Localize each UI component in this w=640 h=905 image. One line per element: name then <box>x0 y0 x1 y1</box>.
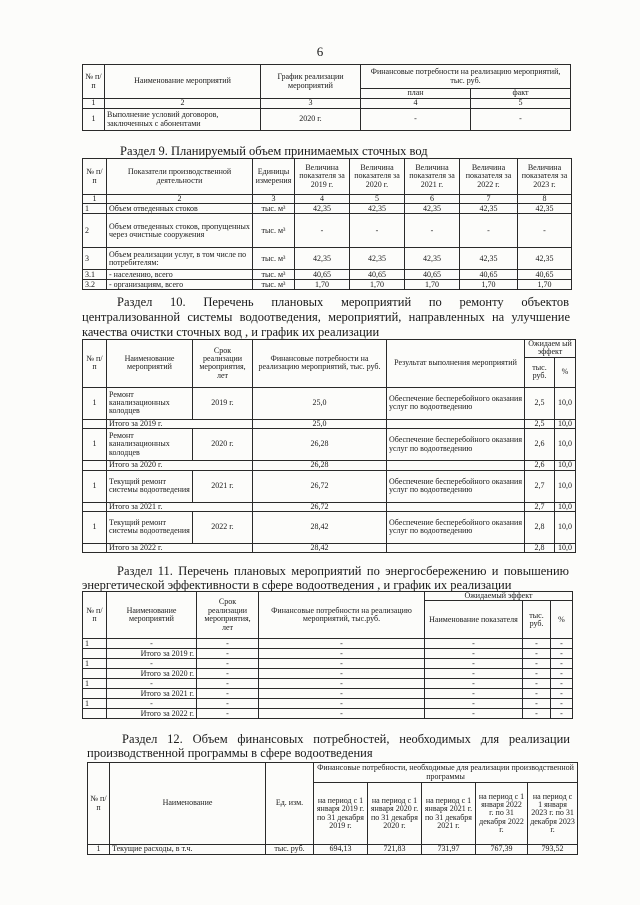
header-name: Наименование мероприятий <box>107 592 197 639</box>
header-term: Срок реализации мероприятия, лет <box>193 340 253 388</box>
header-year-2023: Величина показателя за 2023 г. <box>518 159 572 195</box>
table-section-11 <box>82 591 573 719</box>
table-row: 1 Объем отведенных стоков тыс. м³ 42,35 42,35 42,35 42,35 42,35 <box>83 204 572 214</box>
total-row: Итого за 2022 г. 28,42 2,8 10,0 <box>83 543 576 552</box>
section-10-title-line2: централизованной системы водоотведения, мероприятий, направленных на улучшение <box>82 310 570 324</box>
total-row: Итого за 2021 г. 26,72 2,7 10,0 <box>83 502 576 511</box>
index-cell: 3 <box>261 99 361 109</box>
table-row: 1 - - - - - - <box>83 699 573 709</box>
table-row: 1 Текущий ремонт системы водоотведения 2022 г. 28,42 Обеспечение бесперебойного оказания услуг по водоотведению 2,8 10,0 <box>83 511 576 543</box>
header-unit: Ед. изм. <box>266 763 314 845</box>
total-row: Итого за 2022 г. - - - - - <box>83 709 573 719</box>
table-row: 3 Объем реализации услуг, в том числе по потребителям: тыс. м³ 42,35 42,35 42,35 42,35 42,35 <box>83 248 572 270</box>
total-row: Итого за 2019 г. 25,0 2,5 10,0 <box>83 419 576 428</box>
header-rub: тыс. руб. <box>525 357 555 387</box>
table-row: 2 Объем отведенных стоков, пропущенных через очистные сооружения тыс. м³ - - - - - <box>83 214 572 248</box>
table-row: 1 - - - - - - <box>83 639 573 649</box>
table-section-9: № п/п Показатели производственной деятельности Единицы измерения Величина показателя за 2019 г. Величина показателя за 2020 г. Величина показателя за 2021 г. Величина показателя за 2022 г. Величина показателя за 2023 г. 1 2 3 4 5 6 7 8 1 Объем отведенных стоков тыс. м³ 42,35 42,35 42,35 42,35 42,35 2 Объем отведенных стоков, пропущенных через очистные сооружения тыс. м³ - - - - - 3 Объем реализации услуг, в том числе по потребителям: тыс. м³ 42,35 42,35 42,35 42,35 42,35 3.1 - населению, всего тыс. м³ 40,65 40,65 40,65 40,65 40,65 3.2 - организациям, всего тыс. м³ 1,70 1,70 1,70 1,70 1,70 <box>82 158 572 290</box>
header-name: Наименование <box>110 763 266 845</box>
table-section-10 <box>82 339 576 553</box>
section-9-title: Раздел 9. Планируемый объем принимаемых сточных вод <box>120 144 428 158</box>
header-period-2023: на период с 1 января 2023 г. по 31 декабря 2023 г. <box>528 783 578 845</box>
header-year-2019: Величина показателя за 2019 г. <box>295 159 350 195</box>
header-name: Наименование мероприятий <box>107 340 193 388</box>
header-finance: Финансовые потребности на реализацию мероприятий, тыс. руб. <box>361 65 571 89</box>
table-row: 1 Выполнение условий договоров, заключенных с абонентами 2020 г. - - <box>83 109 571 131</box>
header-plan: план <box>361 89 471 99</box>
total-row: Итого за 2021 г. - - - - - <box>83 689 573 699</box>
header-year-2022: Величина показателя за 2022 г. <box>460 159 518 195</box>
header-num: № п/ п <box>83 340 107 388</box>
index-cell: 5 <box>471 99 571 109</box>
index-cell: 4 <box>361 99 471 109</box>
header-unit: Единицы измерения <box>253 159 295 195</box>
header-period-2020: на период с 1 января 2020 г. по 31 декабря 2020 г. <box>368 783 422 845</box>
section-12-title-line1: Раздел 12. Объем финансовых потребностей, необходимых для реализации <box>122 732 570 746</box>
header-term: Срок реализации мероприятия, лет <box>197 592 259 639</box>
header-period-2019: на период с 1 января 2019 г. по 31 декабря 2019 г. <box>314 783 368 845</box>
header-result: Результат выполнения мероприятий <box>387 340 525 388</box>
section-11-title-line1: Раздел 11. Перечень плановых мероприятий по энергосбережению и повышению <box>117 564 569 578</box>
header-pct: % <box>551 601 573 639</box>
header-pct: % <box>555 357 576 387</box>
table-row: 1 Ремонт канализационных колодцев 2019 г. 25,0 Обеспечение бесперебойного оказания услуг по водоотведению 2,5 10,0 <box>83 387 576 419</box>
header-num: № п/п <box>88 763 110 845</box>
table-row: 1 - - - - - - <box>83 679 573 689</box>
section-10-title-line1: Раздел 10. Перечень плановых мероприятий по ремонту объектов <box>117 295 569 309</box>
section-12-title-line2: производственной программы в сфере водоотведения <box>87 746 373 760</box>
header-period-2022: на период с 1 января 2022 г. по 31 декабря 2022 г. <box>476 783 528 845</box>
table-section-12 <box>87 762 578 855</box>
header-num: № п/п <box>83 592 107 639</box>
header-indicator: Наименование показателя <box>425 601 523 639</box>
header-effect: Ожидаем ый эффект <box>525 340 576 358</box>
header-finance: Финансовые потребности, необходимые для реализации производственной программы <box>314 763 578 783</box>
total-row: Итого за 2020 г. - - - - - <box>83 669 573 679</box>
total-row: Итого за 2019 г. - - - - - <box>83 649 573 659</box>
header-indicators: Показатели производственной деятельности <box>107 159 253 195</box>
index-cell: 1 <box>83 99 105 109</box>
section-11-title-line2: энергетической эффективности в сфере водоотведения , и график их реализации <box>82 578 512 592</box>
header-num: № п/п <box>83 159 107 195</box>
header-effect: Ожидаемый эффект <box>425 592 573 601</box>
header-fact: факт <box>471 89 571 99</box>
table-section-8 <box>82 64 571 131</box>
header-num: № п/п <box>83 65 105 99</box>
table-row: 1 Текущие расходы, в т.ч. тыс. руб. 694,13 721,83 731,97 767,39 793,52 <box>88 845 578 855</box>
header-year-2020: Величина показателя за 2020 г. <box>350 159 405 195</box>
total-row: Итого за 2020 г. 26,28 2,6 10,0 <box>83 461 576 470</box>
header-name: Наименование мероприятий <box>105 65 261 99</box>
header-schedule: График реализации мероприятий <box>261 65 361 99</box>
table-row: 3.1 - населению, всего тыс. м³ 40,65 40,65 40,65 40,65 40,65 <box>83 270 572 280</box>
index-cell: 2 <box>105 99 261 109</box>
header-finance: Финансовые потребности на реализацию мероприятий, тыс. руб. <box>253 340 387 388</box>
table-row: 1 Текущий ремонт системы водоотведения 2021 г. 26,72 Обеспечение бесперебойного оказания услуг по водоотведению 2,7 10,0 <box>83 470 576 502</box>
header-period-2021: на период с 1 января 2021 г. по 31 декабря 2021 г. <box>422 783 476 845</box>
page-number: 6 <box>316 44 324 59</box>
table-row: 3.2 - организациям, всего тыс. м³ 1,70 1,70 1,70 1,70 1,70 <box>83 280 572 290</box>
header-rub: тыс. руб. <box>523 601 551 639</box>
table-row: 1 - - - - - - <box>83 659 573 669</box>
header-finance: Финансовые потребности на реализацию мероприятий, тыс.руб. <box>259 592 425 639</box>
header-year-2021: Величина показателя за 2021 г. <box>405 159 460 195</box>
section-10-title-line3: качества очистки сточных вод , и график их реализации <box>82 325 380 339</box>
table-row: 1 Ремонт канализационных колодцев 2020 г. 26,28 Обеспечение бесперебойного оказания услуг по водоотведению 2,6 10,0 <box>83 429 576 461</box>
